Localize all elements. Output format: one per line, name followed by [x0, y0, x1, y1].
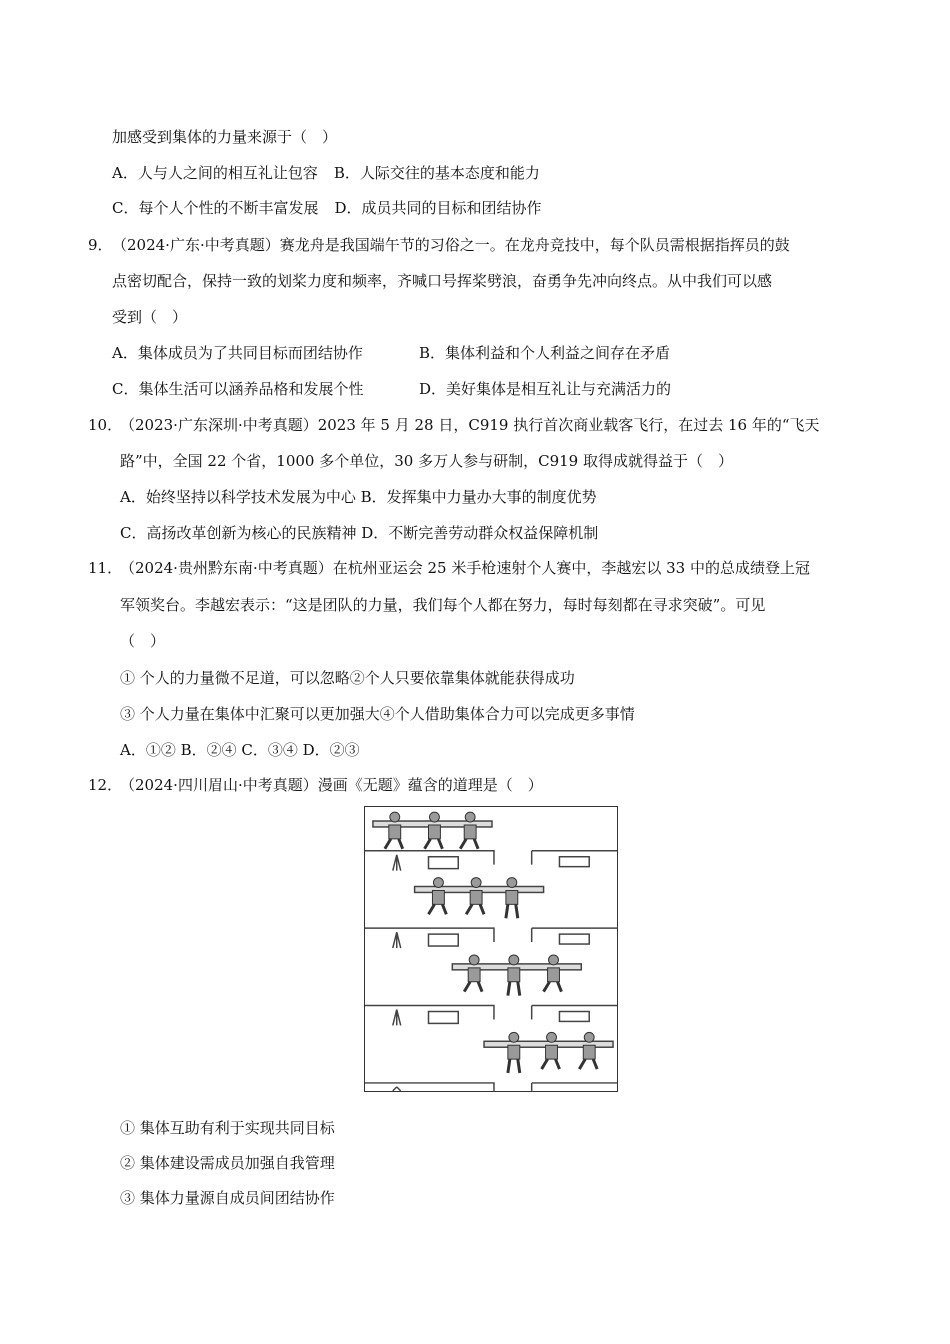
q10-options-cd[interactable]: C．高扬改革创新为核心的民族精神 D．不断完善劳动群众权益保障机制	[120, 524, 599, 542]
q9-stem-line-3: 受到（ ）	[112, 308, 188, 326]
q10-number: 10．	[88, 416, 123, 434]
q10-stem-line-1: （2023·广东深圳·中考真题）2023 年 5 月 28 日，C919 执行首次商业载客飞行，在过去 16 年的“飞天	[120, 416, 820, 434]
q8-option-a[interactable]: A．人与人之间的相互礼让包容	[112, 164, 318, 182]
q8-option-b[interactable]: B．人际交往的基本态度和能力	[333, 164, 540, 182]
q8-option-c[interactable]: C．每个人个性的不断丰富发展	[112, 199, 319, 217]
q11-stem-line-1: （2024·贵州黔东南·中考真题）在杭州亚运会 25 米手枪速射个人赛中，李越宏以 33 中的总成绩登上冠	[120, 559, 810, 577]
q12-number: 12．	[88, 776, 123, 794]
q9-number: 9．	[88, 236, 113, 254]
q12-item-3: ③ 集体力量源自成员间团结协作	[120, 1189, 335, 1207]
q9-option-d[interactable]: D．美好集体是相互礼让与充满活力的	[419, 380, 672, 398]
q9-option-c[interactable]: C．集体生活可以涵养品格和发展个性	[112, 380, 364, 398]
comic-illustration	[365, 807, 617, 1091]
q11-number: 11．	[88, 559, 123, 577]
q9-option-a[interactable]: A．集体成员为了共同目标而团结协作	[112, 344, 363, 362]
q8-options-row-2	[112, 197, 542, 219]
q11-items-12: ① 个人的力量微不足道，可以忽略②个人只要依靠集体就能获得成功	[120, 669, 575, 687]
q11-items-34: ③ 个人力量在集体中汇聚可以更加强大④个人借助集体合力可以完成更多事情	[120, 705, 635, 723]
q9-option-b[interactable]: B．集体利益和个人利益之间存在矛盾	[419, 344, 671, 362]
q11-options[interactable]: A．①② B．②④ C．③④ D．②③	[120, 741, 360, 759]
q8-option-d[interactable]: D．成员共同的目标和团结协作	[334, 199, 542, 217]
q10-stem-line-2: 路”中，全国 22 个省，1000 多个单位，30 多万人参与研制，C919 取得成就得益于（ ）	[120, 452, 733, 470]
q8-stem-tail: 加感受到集体的力量来源于（ ）	[112, 128, 338, 146]
q10-options-ab[interactable]: A．始终坚持以科学技术发展为中心 B．发挥集中力量办大事的制度优势	[120, 488, 597, 506]
q8-options-row-1	[112, 162, 540, 184]
q9-stem-line-1: （2024·广东·中考真题）赛龙舟是我国端午节的习俗之一。在龙舟竞技中，每个队员需根据指挥员的鼓	[112, 236, 790, 254]
q11-stem-line-2: 军领奖台。李越宏表示：“这是团队的力量，我们每个人都在努力，每时每刻都在寻求突破”。可见	[120, 596, 766, 614]
q11-stem-line-3: （ ）	[120, 632, 166, 650]
q12-item-2: ② 集体建设需成员加强自我管理	[120, 1154, 335, 1172]
q9-stem-line-2: 点密切配合，保持一致的划桨力度和频率，齐喊口号挥桨劈浪，奋勇争先冲向终点。从中我们可以感	[112, 272, 773, 290]
q12-stem-line-1: （2024·四川眉山·中考真题）漫画《无题》蕴含的道理是（ ）	[120, 776, 543, 794]
q12-item-1: ① 集体互助有利于实现共同目标	[120, 1119, 335, 1137]
comic-image	[364, 806, 618, 1092]
